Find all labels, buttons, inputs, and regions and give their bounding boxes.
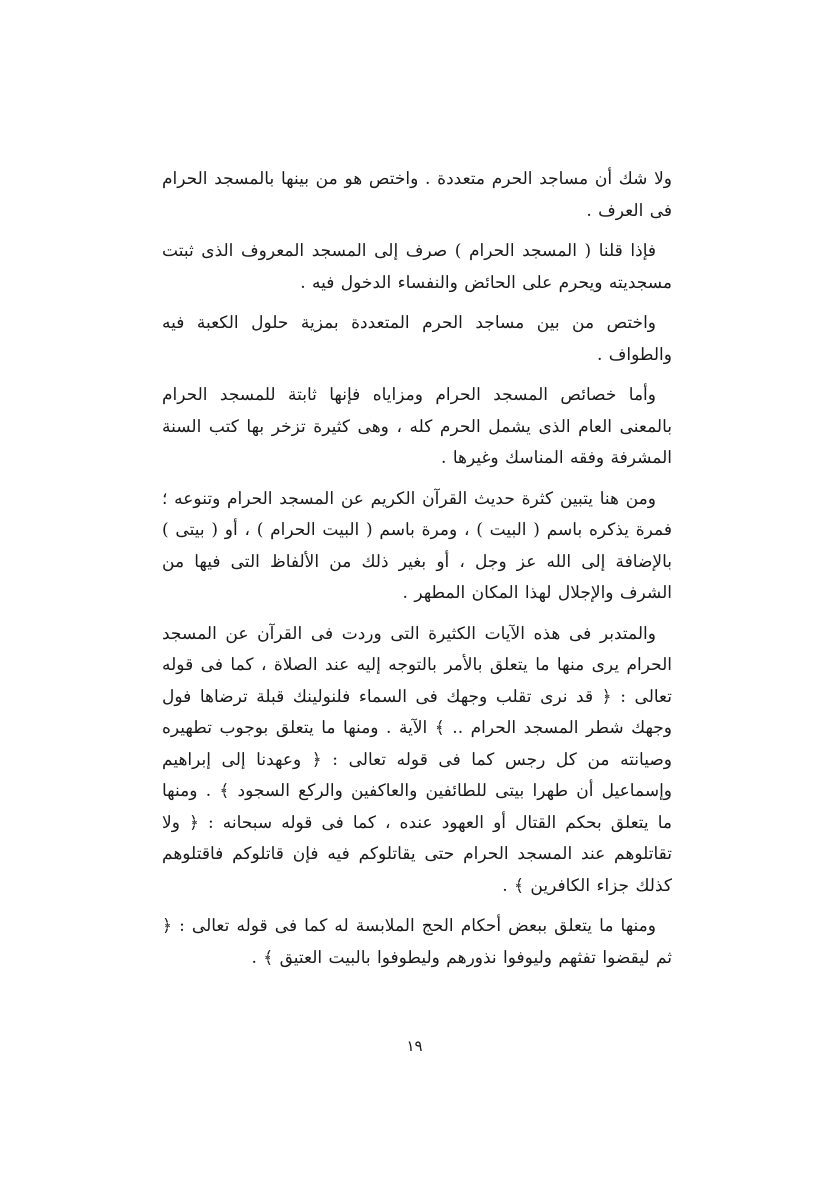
paragraph: فإذا قلنا ( المسجد الحرام ) صرف إلى المسجد المعروف الذى ثبتت مسجديته ويحرم على الحائض والنفساء الدخول فيه .	[162, 241, 672, 293]
page-body	[162, 164, 672, 983]
paragraph: واختص من بين مساجد الحرم المتعددة بمزية حلول الكعبة فيه والطواف .	[162, 313, 672, 365]
page-number: ١٩	[406, 1037, 423, 1055]
paragraph: ولا شك أن مساجد الحرم متعددة . واختص هو من بينها بالمسجد الحرام فى العرف .	[162, 169, 672, 221]
paragraph: والمتدبر فى هذه الآيات الكثيرة التى وردت فى القرآن عن المسجد الحرام يرى منها ما يتعلق بالأمر بالتوجه إليه عند الصلاة ، كما فى قوله تعالى : ﴿ قد نرى تقلب وجهك فى السماء فلنولينك قبلة ترضاها فول وجهك شطر المسجد الحرام .. ﴾ الآية . ومنها ما يتعلق بوجوب تطهيره وصيانته من كل رجس كما فى قوله تعالى : ﴿ وعهدنا إلى إبراهيم وإسماعيل أن طهرا بيتى للطائفين والعاكفين والركع السجود ﴾ . ومنها ما يتعلق بحكم القتال أو العهود عنده ، كما فى قوله سبحانه : ﴿ ولا تقاتلوهم عند المسجد الحرام حتى يقاتلوكم فيه فإن قاتلوكم فاقتلوهم كذلك جزاء الكافرين ﴾ .	[162, 623, 672, 896]
paragraph: وأما خصائص المسجد الحرام ومزاياه فإنها ثابتة للمسجد الحرام بالمعنى العام الذى يشمل الحرم كله ، وهى كثيرة تزخر بها كتب السنة المشرفة وفقه المناسك وغيرها .	[162, 385, 672, 468]
paragraph: ومنها ما يتعلق ببعض أحكام الحج الملابسة له كما فى قوله تعالى : ﴿ ثم ليقضوا تفثهم وليوفوا نذورهم وليطوفوا بالبيت العتيق ﴾ .	[162, 916, 672, 968]
paragraph: ومن هنا يتبين كثرة حديث القرآن الكريم عن المسجد الحرام وتنوعه ؛ فمرة يذكره باسم ( البيت ) ، ومرة باسم ( البيت الحرام ) ، أو ( بيتى ) بالإضافة إلى الله عز وجل ، أو بغير ذلك من الألفاظ التى فيها من الشرف والإجلال لهذا المكان المطهر .	[162, 488, 672, 603]
